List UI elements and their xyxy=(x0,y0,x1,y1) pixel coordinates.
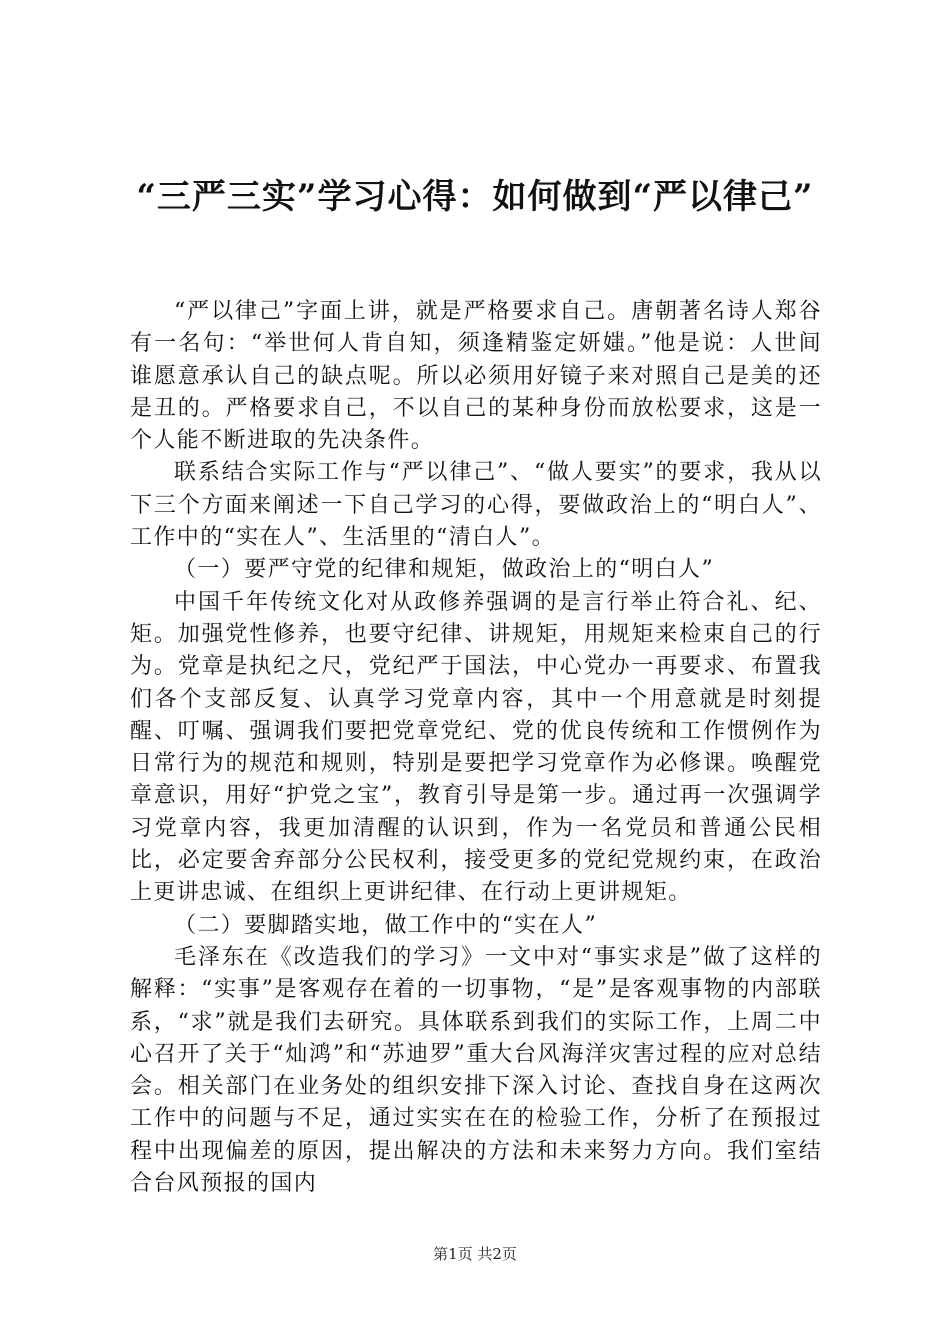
document-title: “三严三实”学习心得：如何做到“严以律己” xyxy=(136,177,814,217)
paragraph-intro: “严以律己”字面上讲，就是严格要求自己。唐朝著名诗人郑谷有一名句：“举世何人肯自知，须逢精鉴定妍媸。”他是说：人世间谁愿意承认自己的缺点呢。所以必须用好镜子来对照自己是美的还是丑的。严格要求自己，不以自己的某种身份而放松要求，这是一个人能不断进取的先决条件。 xyxy=(130,299,822,454)
section-body-2: 毛泽东在《改造我们的学习》一文中对“事实求是”做了这样的解释：“实事”是客观存在着的一切事物，“是”是客观事物的内部联系，“求”就是我们去研究。具体联系到我们的实际工作，上周二中心召开了关于“灿鸿”和“苏迪罗”重大台风海洋灾害过程的应对总结会。相关部门在业务处的组织安排下深入讨论、查找自身在这两次工作中的问题与不足，通过实实在在的检验工作，分析了在预报过程中出现偏差的原因，提出解决的方法和未来努力方向。我们室结合台风预报的国内 xyxy=(130,944,822,1197)
paragraph-overview: 联系结合实际工作与“严以律己”、“做人要实”的要求，我从以下三个方面来阐述一下自己学习的心得，要做政治上的“明白人”、工作中的“实在人”、生活里的“清白人”。 xyxy=(130,460,822,551)
section-body-1: 中国千年传统文化对从政修养强调的是言行举止符合礼、纪、矩。加强党性修养，也要守纪律、讲规矩，用规矩来检束自己的行为。党章是执纪之尺，党纪严于国法，中心党办一再要求、布置我们各个支部反复、认真学习党章内容，其中一个用意就是时刻提醒、叮嘱、强调我们要把党章党纪、党的优良传统和工作惯例作为日常行为的规范和规则，特别是要把学习党章作为必修课。唤醒党章意识，用好“护党之宝”，教育引导是第一步。通过再一次强调学习党章内容，我更加清醒的认识到，作为一名党员和普通公民相比，必定要舍弃部分公民权利，接受更多的党纪党规约束，在政治上更讲忠诚、在组织上更讲纪律、在行动上更讲规矩。 xyxy=(130,589,822,906)
section-heading-1: （一）要严守党的纪律和规矩，做政治上的“明白人” xyxy=(174,557,715,583)
page-number-footer: 第1页 共2页 xyxy=(433,1245,517,1263)
section-heading-2: （二）要脚踏实地，做工作中的“实在人” xyxy=(174,912,598,938)
document-body xyxy=(130,296,822,1200)
